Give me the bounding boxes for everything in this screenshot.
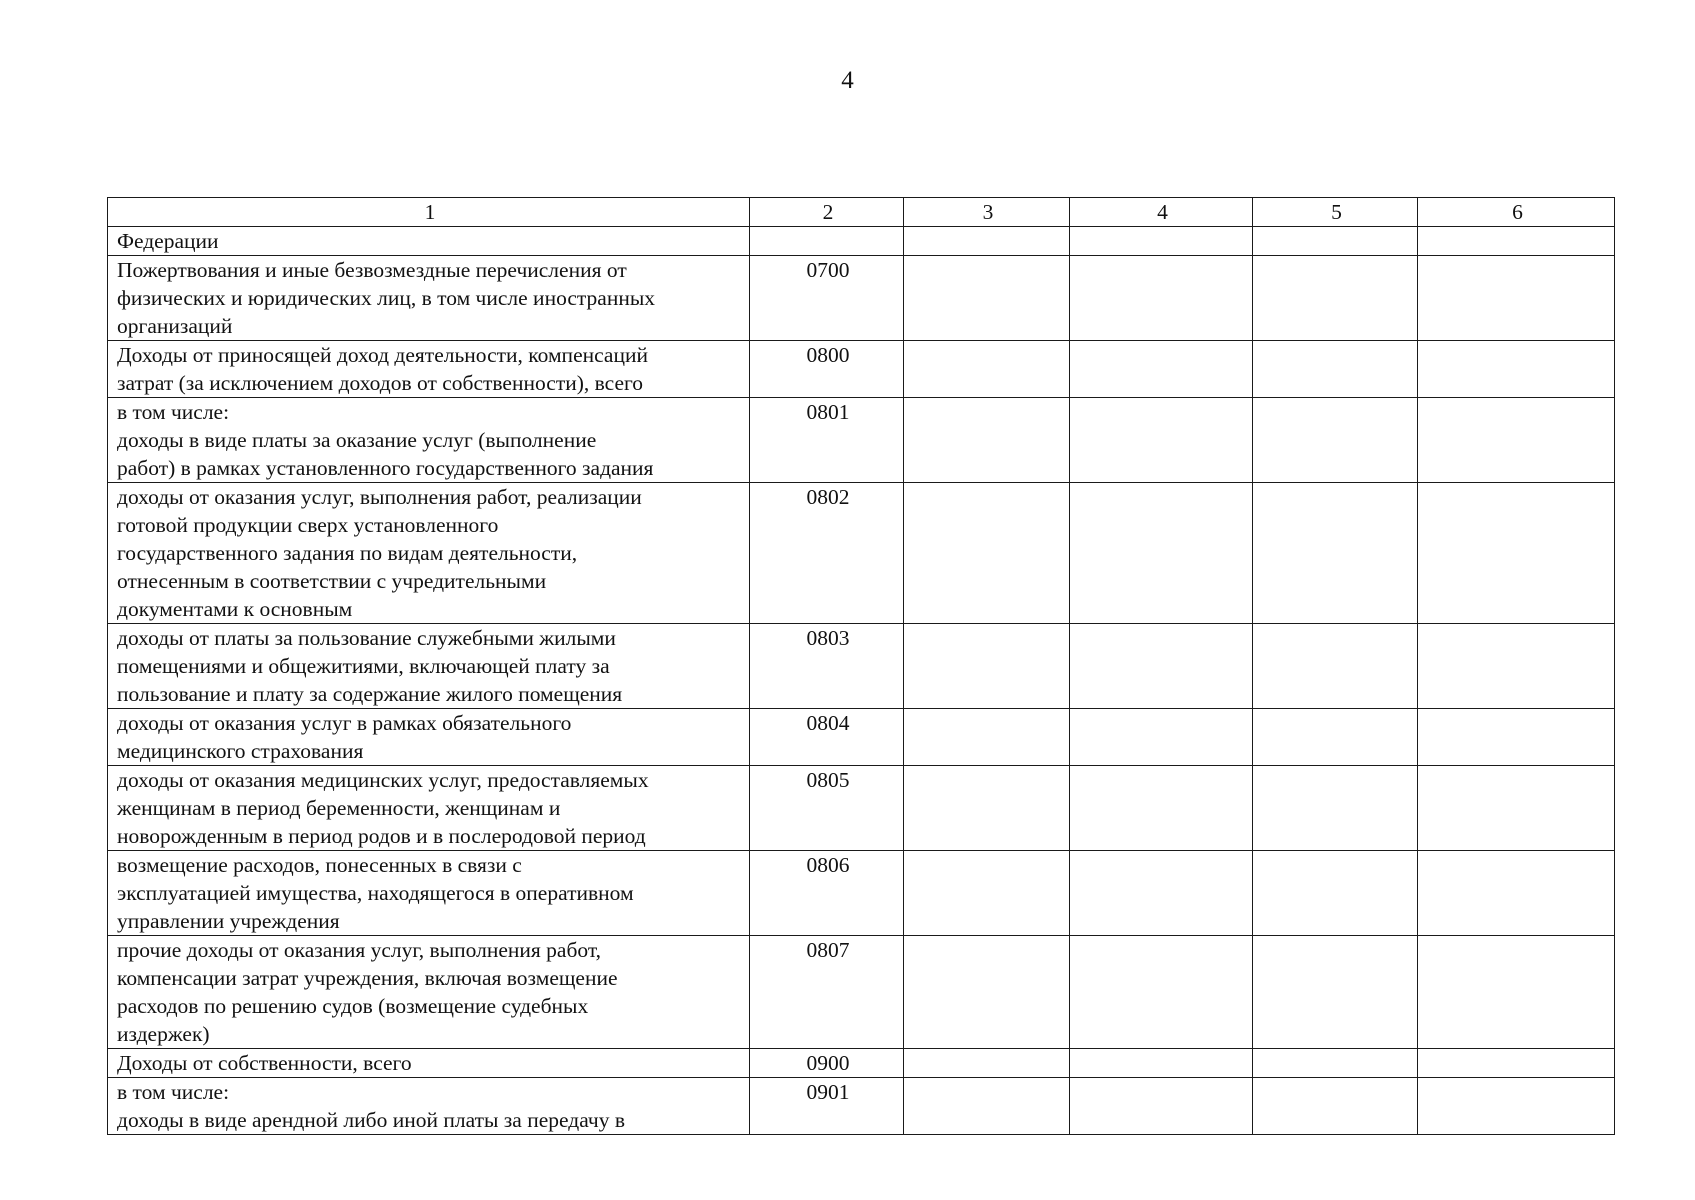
empty-cell: [1418, 936, 1615, 1049]
column-number-row: [108, 198, 1615, 227]
table-row: [108, 766, 1615, 851]
empty-cell: [1253, 227, 1418, 256]
empty-cell: [1070, 1049, 1253, 1078]
row-code: 0804: [750, 709, 904, 766]
row-description: доходы от платы за пользование служебными жилыми помещениями и общежитиями, включающей плату за пользование и плату за содержание жилого помещения: [108, 624, 750, 709]
row-code: 0805: [750, 766, 904, 851]
table-row: [108, 709, 1615, 766]
empty-cell: [1418, 851, 1615, 936]
row-description: доходы от оказания услуг, выполнения работ, реализации готовой продукции сверх установленного государственного задания по видам деятельности, отнесенным в соответствии с учредительными документами к основным: [108, 483, 750, 624]
empty-cell: [1418, 398, 1615, 483]
column-header: 5: [1253, 198, 1418, 227]
empty-cell: [904, 766, 1070, 851]
row-code: 0807: [750, 936, 904, 1049]
empty-cell: [1070, 398, 1253, 483]
empty-cell: [1253, 1078, 1418, 1135]
table-row: [108, 256, 1615, 341]
row-description: Пожертвования и иные безвозмездные перечисления от физических и юридических лиц, в том числе иностранных организаций: [108, 256, 750, 341]
empty-cell: [1070, 851, 1253, 936]
row-description: Федерации: [108, 227, 750, 256]
table-row: [108, 1049, 1615, 1078]
column-header: 4: [1070, 198, 1253, 227]
empty-cell: [1070, 256, 1253, 341]
row-description: Доходы от приносящей доход деятельности, компенсаций затрат (за исключением доходов от собственности), всего: [108, 341, 750, 398]
empty-cell: [1418, 1049, 1615, 1078]
empty-cell: [1418, 1078, 1615, 1135]
row-code: 0801: [750, 398, 904, 483]
table-body: [108, 227, 1615, 1135]
empty-cell: [1253, 483, 1418, 624]
empty-cell: [1253, 936, 1418, 1049]
empty-cell: [1253, 766, 1418, 851]
empty-cell: [904, 398, 1070, 483]
column-header: 3: [904, 198, 1070, 227]
row-code: 0806: [750, 851, 904, 936]
table-row: [108, 398, 1615, 483]
table-row: [108, 227, 1615, 256]
page-number: 4: [841, 67, 854, 94]
row-description: доходы от оказания услуг в рамках обязательного медицинского страхования: [108, 709, 750, 766]
empty-cell: [1253, 256, 1418, 341]
empty-cell: [904, 1049, 1070, 1078]
row-description: в том числе: доходы в виде платы за оказание услуг (выполнение работ) в рамках установленного государственного задания: [108, 398, 750, 483]
row-description: доходы от оказания медицинских услуг, предоставляемых женщинам в период беременности, женщинам и новорожденным в период родов и в послеродовой период: [108, 766, 750, 851]
empty-cell: [1418, 624, 1615, 709]
empty-cell: [1070, 483, 1253, 624]
row-code: 0802: [750, 483, 904, 624]
empty-cell: [1253, 398, 1418, 483]
empty-cell: [1070, 341, 1253, 398]
empty-cell: [1253, 1049, 1418, 1078]
column-header: 6: [1418, 198, 1615, 227]
table-row: [108, 483, 1615, 624]
column-header: 1: [108, 198, 750, 227]
empty-cell: [904, 936, 1070, 1049]
empty-cell: [1253, 624, 1418, 709]
empty-cell: [1253, 341, 1418, 398]
empty-cell: [1418, 341, 1615, 398]
row-code: [750, 227, 904, 256]
row-code: 0700: [750, 256, 904, 341]
empty-cell: [904, 1078, 1070, 1135]
empty-cell: [904, 709, 1070, 766]
empty-cell: [1418, 483, 1615, 624]
empty-cell: [904, 256, 1070, 341]
empty-cell: [904, 624, 1070, 709]
empty-cell: [1418, 709, 1615, 766]
empty-cell: [1070, 227, 1253, 256]
table-row: [108, 851, 1615, 936]
empty-cell: [1070, 709, 1253, 766]
row-code: 0901: [750, 1078, 904, 1135]
row-description: возмещение расходов, понесенных в связи с эксплуатацией имущества, находящегося в оперативном управлении учреждения: [108, 851, 750, 936]
empty-cell: [1070, 766, 1253, 851]
row-code: 0900: [750, 1049, 904, 1078]
empty-cell: [904, 341, 1070, 398]
empty-cell: [1418, 227, 1615, 256]
empty-cell: [904, 483, 1070, 624]
empty-cell: [1253, 851, 1418, 936]
column-header: 2: [750, 198, 904, 227]
empty-cell: [1418, 766, 1615, 851]
table-row: [108, 1078, 1615, 1135]
row-code: 0803: [750, 624, 904, 709]
row-description: в том числе: доходы в виде арендной либо иной платы за передачу в: [108, 1078, 750, 1135]
empty-cell: [1070, 936, 1253, 1049]
empty-cell: [904, 227, 1070, 256]
row-description: Доходы от собственности, всего: [108, 1049, 750, 1078]
income-table: [107, 197, 1615, 1135]
empty-cell: [1253, 709, 1418, 766]
row-code: 0800: [750, 341, 904, 398]
table-row: [108, 624, 1615, 709]
empty-cell: [1070, 1078, 1253, 1135]
table-row: [108, 936, 1615, 1049]
empty-cell: [904, 851, 1070, 936]
table-row: [108, 341, 1615, 398]
empty-cell: [1418, 256, 1615, 341]
row-description: прочие доходы от оказания услуг, выполнения работ, компенсации затрат учреждения, включая возмещение расходов по решению судов (возмещение судебных издержек): [108, 936, 750, 1049]
empty-cell: [1070, 624, 1253, 709]
